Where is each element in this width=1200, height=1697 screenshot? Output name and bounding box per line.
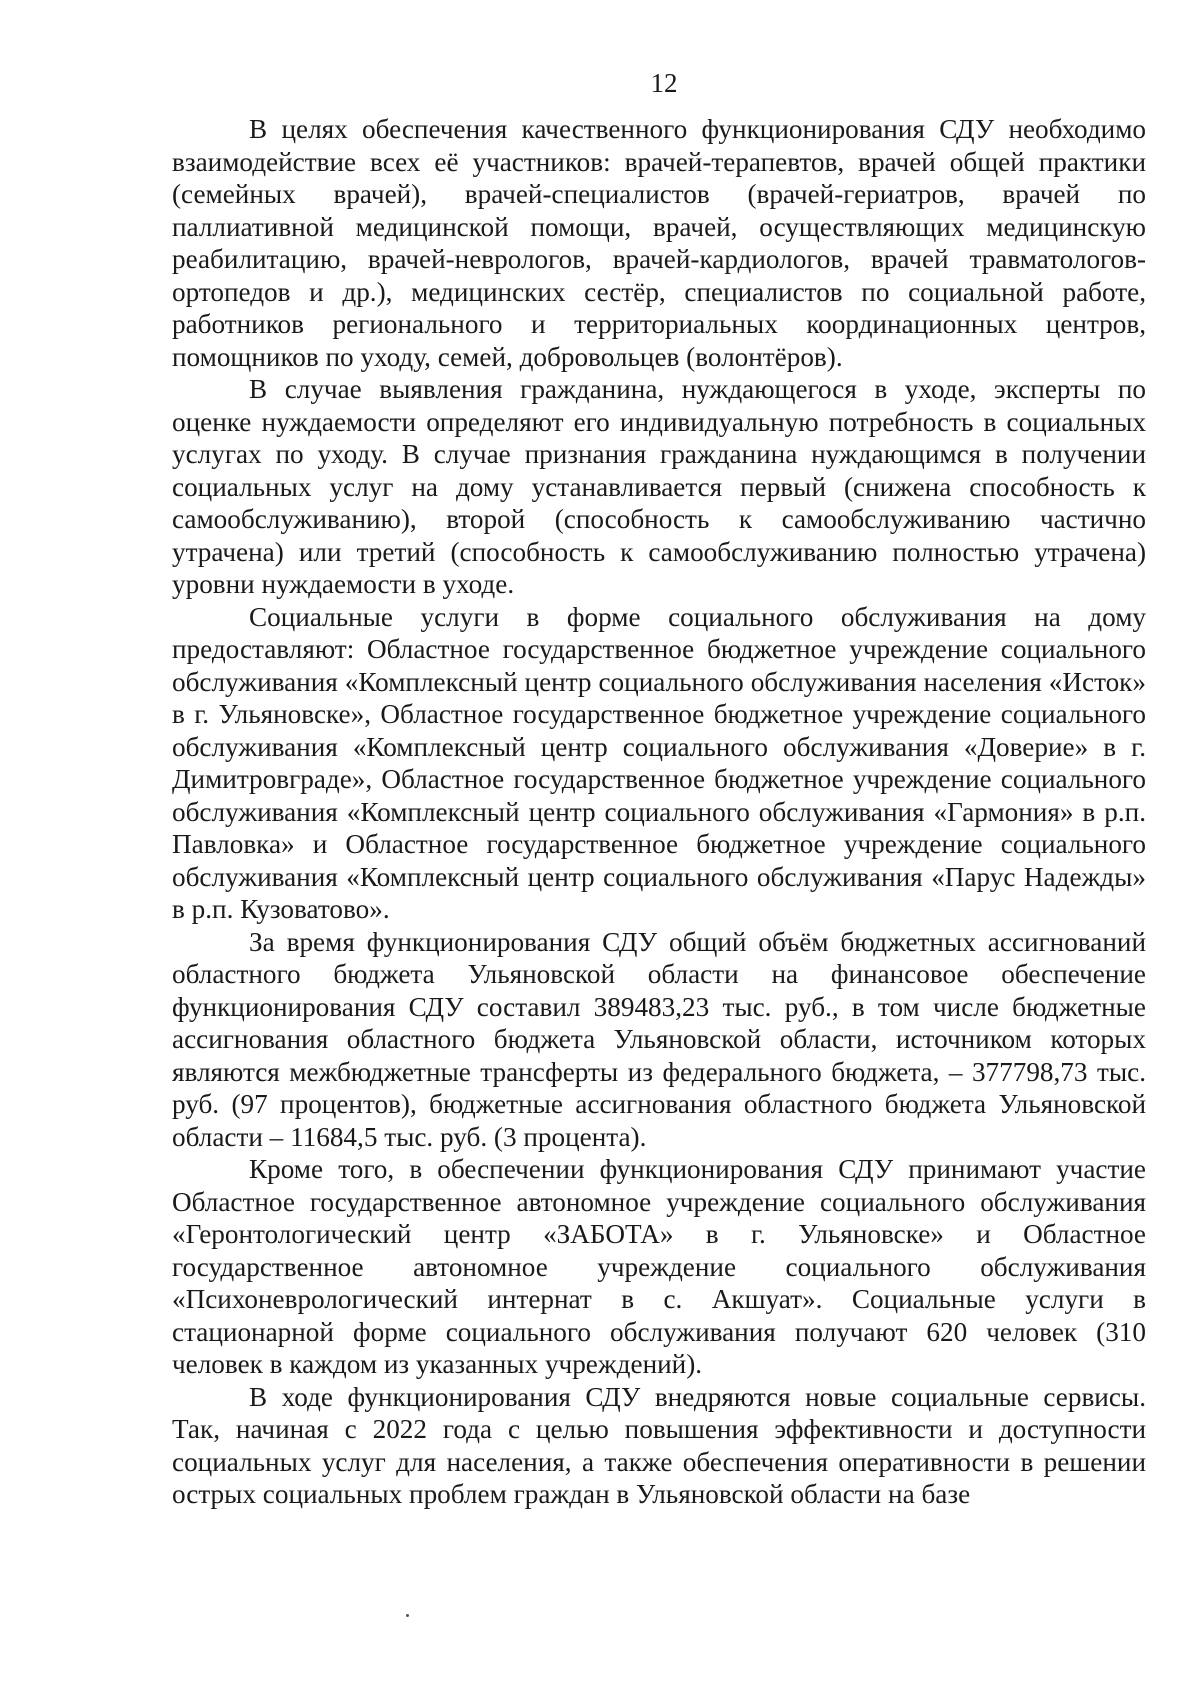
body-text (172, 113, 1146, 1511)
paragraph-home-service-providers: Социальные услуги в форме социального обслуживания на дому предоставляют: Областное государственное бюджетное учреждение социального обслуживания «Комплексный центр социального обслуживания населения «Исток» в г. Ульяновске», Областное государственное бюджетное учреждение социального обслуживания «Комплексный центр социального обслуживания «Доверие» в г. Димитровграде», Областное государственное бюджетное учреждение социального обслуживания «Комплексный центр социального обслуживания «Гармония» в р.п. Павловка» и Областное государственное бюджетное учреждение социального обслуживания «Комплексный центр социального обслуживания «Парус Надежды» в р.п. Кузоватово». (172, 601, 1146, 924)
paragraph-stationary-providers: Кроме того, в обеспечении функционирования СДУ принимают участие Областное государственное автономное учреждение социального обслуживания «Геронтологический центр «ЗАБОТА» в г. Ульяновске» и Областное государственное автономное учреждение социального обслуживания «Психоневрологический интернат в с. Акшуат». Социальные услуги в стационарной форме социального обслуживания получают 620 человек (310 человек в каждом из указанных учреждений). (172, 1154, 1146, 1379)
page-number: 12 (650, 68, 678, 98)
paragraph-new-services: В ходе функционирования СДУ внедряются новые социальные сервисы. Так, начиная с 2022 года с целью повышения эффективности и доступности социальных услуг для населения, а также обеспечения оперативности в решении острых социальных проблем граждан в Ульяновской области на базе (172, 1381, 1146, 1509)
paragraph-care-levels: В случае выявления гражданина, нуждающегося в уходе, эксперты по оценке нуждаемости определяют его индивидуальную потребность в социальных услугах по уходу. В случае признания гражданина нуждающимся в получении социальных услуг на дому устанавливается первый (снижена способность к самообслуживанию), второй (способность к самообслуживанию частично утрачена) или третий (способность к самообслуживанию полностью утрачена) уровни нуждаемости в уходе. (172, 374, 1146, 599)
scan-speck (406, 1614, 409, 1617)
paragraph-participants: В целях обеспечения качественного функционирования СДУ необходимо взаимодействие всех её участников: врачей-терапевтов, врачей общей практики (семейных врачей), врачей-специалистов (врачей-гериатров, врачей по паллиативной медицинской помощи, врачей, осуществляющих медицинскую реабилитацию, врачей-неврологов, врачей-кардиологов, врачей травматологов-ортопедов и др.), медицинских сестёр, специалистов по социальной работе, работников регионального и территориальных координационных центров, помощников по уходу, семей, добровольцев (волонтёров). (172, 114, 1146, 372)
paragraph-budget: За время функционирования СДУ общий объём бюджетных ассигнований областного бюджета Ульяновской области на финансовое обеспечение функционирования СДУ составил 389483,23 тыс. руб., в том числе бюджетные ассигнования областного бюджета Ульяновской области, источником которых являются межбюджетные трансферты из федерального бюджета, – 377798,73 тыс. руб. (97 процентов), бюджетные ассигнования областного бюджета Ульяновской области – 11684,5 тыс. руб. (3 процента). (172, 926, 1146, 1152)
